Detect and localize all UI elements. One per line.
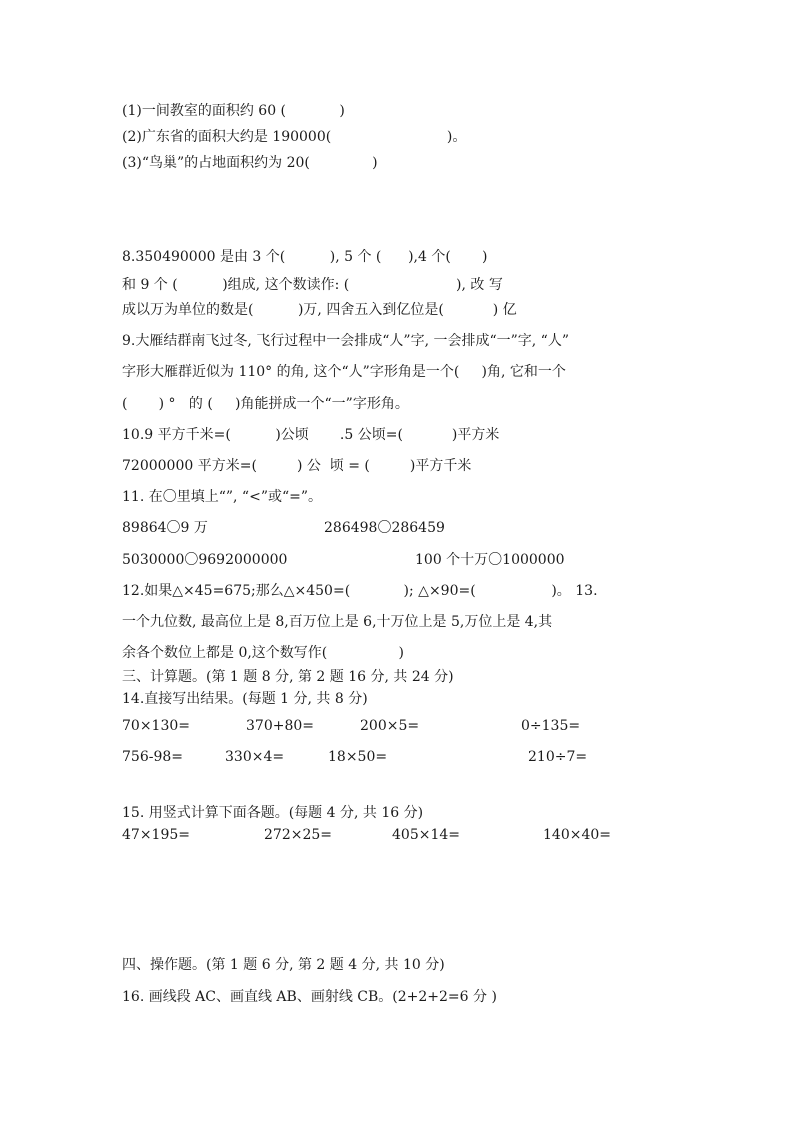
question-7-3: (3)“鸟巢”的占地面积约为 20( ) (122, 155, 378, 171)
question-14-heading: 14.直接写出结果。(每题 1 分, 共 8 分) (122, 691, 368, 707)
question-9-line-1: 9.大雁结群南飞过冬, 飞行过程中一会排成“人”字, 一会排成“一”字, “人” (122, 333, 570, 349)
q14-item-3: 200×5= (360, 718, 420, 734)
q15-item-1: 47×195= (122, 827, 190, 843)
question-11-item-1: 89864〇9 万 (122, 520, 208, 536)
question-11-item-2: 286498〇286459 (324, 520, 445, 536)
q15-item-2: 272×25= (264, 827, 332, 843)
q14-item-7: 18×50= (328, 749, 388, 765)
question-7-1: (1)一间教室的面积约 60 ( ) (122, 103, 345, 119)
question-10-line-1: 10.9 平方千米=( )公顷 .5 公顷=( )平方米 (122, 427, 500, 443)
q15-item-4: 140×40= (543, 827, 611, 843)
q15-item-3: 405×14= (392, 827, 460, 843)
question-9-line-3: ( ) ° 的 ( )角能拼成一个“一”字形角。 (122, 396, 409, 412)
question-8-line-3: 成以万为单位的数是( )万, 四舍五入到亿位是( ) 亿 (122, 302, 517, 318)
question-11-item-4: 100 个十万〇1000000 (415, 552, 565, 568)
section-3-heading: 三、计算题。(第 1 题 8 分, 第 2 题 16 分, 共 24 分) (122, 669, 454, 685)
question-13-line-2: 余各个数位上都是 0,这个数写作( ) (122, 645, 404, 661)
q14-item-6: 330×4= (225, 749, 285, 765)
q14-item-1: 70×130= (122, 718, 190, 734)
question-8-line-2: 和 9 个 ( )组成, 这个数读作: ( ), 改 写 (122, 277, 503, 293)
question-12: 12.如果△×45=675;那么△×450=( ); △×90=( )。 13. (122, 583, 598, 599)
question-15-heading: 15. 用竖式计算下面各题。(每题 4 分, 共 16 分) (122, 805, 424, 821)
q14-item-2: 370+80= (246, 718, 314, 734)
section-4-heading: 四、操作题。(第 1 题 6 分, 第 2 题 4 分, 共 10 分) (122, 957, 445, 973)
q14-item-8: 210÷7= (528, 749, 588, 765)
q14-item-4: 0÷135= (521, 718, 581, 734)
question-10-line-2: 72000000 平方米=( ) 公 顷 = ( )平方千米 (122, 458, 472, 474)
q14-item-5: 756-98= (122, 749, 183, 765)
question-11-heading: 11. 在〇里填上“”, “<”或“=”。 (122, 489, 323, 505)
question-16: 16. 画线段 AC、画直线 AB、画射线 CB。(2+2+2=6 分 ) (122, 989, 497, 1005)
question-13-line-1: 一个九位数, 最高位上是 8,百万位上是 6,十万位上是 5,万位上是 4,其 (122, 614, 553, 630)
question-7-2: (2)广东省的面积大约是 190000( )。 (122, 129, 467, 145)
question-11-item-3: 5030000〇9692000000 (122, 552, 288, 568)
question-8-line-1: 8.350490000 是由 3 个( ), 5 个 ( ),4 个( ) (122, 249, 488, 265)
question-9-line-2: 字形大雁群近似为 110° 的角, 这个“人”字形角是一个( )角, 它和一个 (122, 364, 566, 380)
